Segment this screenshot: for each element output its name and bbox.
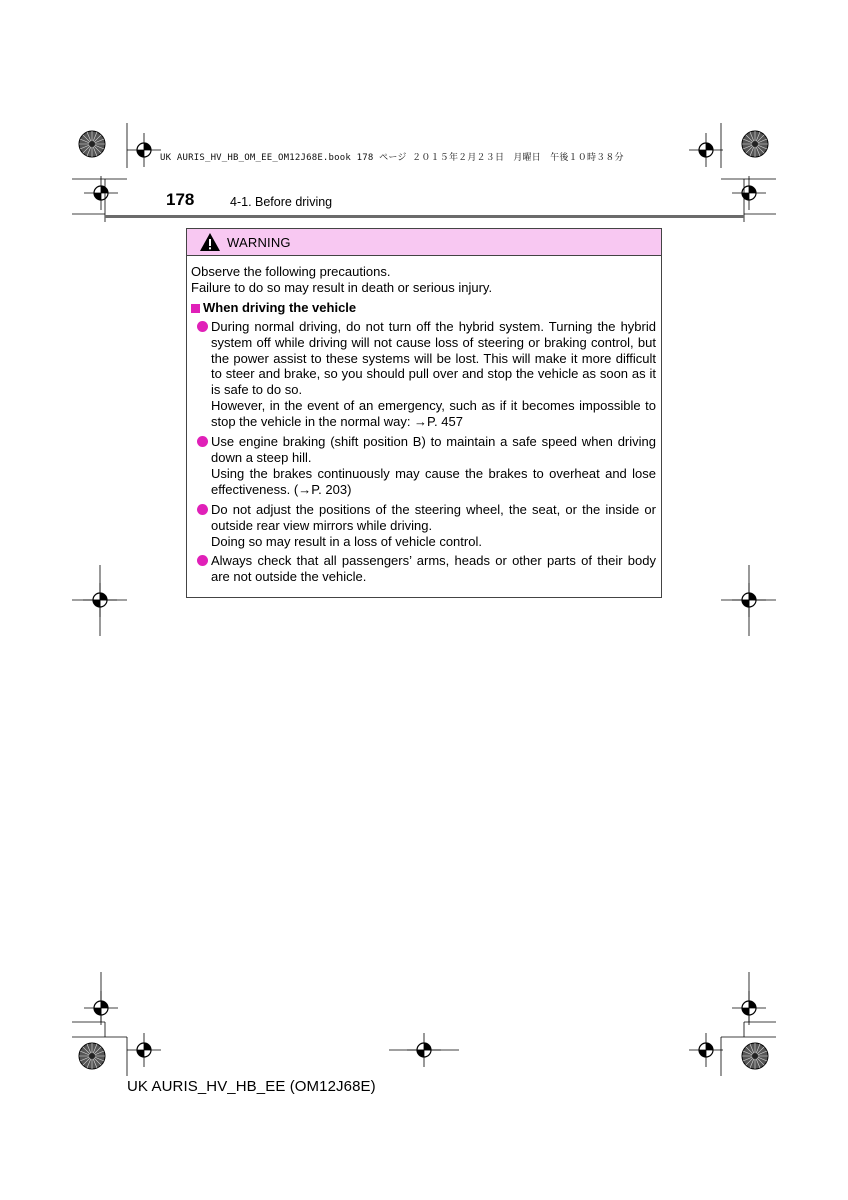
color-target-icon — [742, 131, 768, 157]
registration-mark-icon — [84, 176, 118, 210]
warning-body — [187, 256, 661, 585]
subheading — [191, 300, 656, 316]
square-bullet-icon — [191, 304, 200, 313]
registration-mark-icon — [689, 1033, 723, 1067]
registration-mark-icon — [732, 176, 766, 210]
list-item — [191, 434, 656, 498]
circle-bullet-icon — [197, 504, 208, 515]
circle-bullet-icon — [197, 555, 208, 566]
bullet-paragraph: Doing so may result in a loss of vehicle control. — [211, 533, 482, 549]
bullet-paragraph: Do not adjust the positions of the steering wheel, the seat, or the inside or outside rear view mirrors while driving. — [211, 501, 656, 533]
header-rule — [105, 215, 744, 218]
registration-mark-icon — [689, 133, 723, 167]
warning-intro: Failure to do so may result in death or serious injury. — [191, 279, 493, 295]
bullet-paragraph: Using the brakes continuously may cause the brakes to overheat and lose effectiveness. (→P. 203) — [211, 465, 656, 497]
circle-bullet-icon — [197, 321, 208, 332]
bullet-paragraph: However, in the event of an emergency, such as if it becomes impossible to stop the vehicle in the normal way: →P. 457 — [211, 398, 656, 430]
bullet-paragraph: Always check that all passengers’ arms, heads or other parts of their body are not outside the vehicle. — [211, 553, 656, 585]
warning-triangle-icon — [199, 232, 221, 252]
bullet-paragraph: Use engine braking (shift position B) to maintain a safe speed when driving down a steep hill. — [211, 434, 656, 465]
page-number: 178 — [166, 190, 195, 209]
footer-model-code: UK AURIS_HV_HB_EE (OM12J68E) — [127, 1078, 376, 1095]
print-slug: UK AURIS_HV_HB_OM_EE_OM12J68E.book 178 ページ ２０１５年２月２３日 月曜日 午後１０時３８分 — [160, 153, 624, 163]
bullet-paragraph: During normal driving, do not turn off the hybrid system. Turning the hybrid system off while driving will not cause loss of steering or braking control, but the power assist to these systems will be lost. This will make it more difficult to steer and brake, so you should pull over and stop the vehicle as soon as it is safe to do so. — [211, 318, 656, 398]
list-item — [191, 553, 656, 585]
warning-intro: Observe the following precautions. — [191, 264, 391, 279]
section-title: 4-1. Before driving — [230, 195, 333, 209]
color-target-icon — [79, 131, 105, 157]
registration-mark-icon — [127, 133, 161, 167]
warning-header — [187, 229, 661, 256]
list-item — [191, 502, 656, 550]
subheading-text: When driving the vehicle — [203, 299, 357, 315]
registration-mark-icon — [127, 1033, 161, 1067]
warning-label: WARNING — [227, 234, 291, 250]
list-item — [191, 319, 656, 430]
warning-box — [186, 228, 662, 598]
circle-bullet-icon — [197, 436, 208, 447]
color-target-icon — [79, 1043, 105, 1069]
color-target-icon — [742, 1043, 768, 1069]
